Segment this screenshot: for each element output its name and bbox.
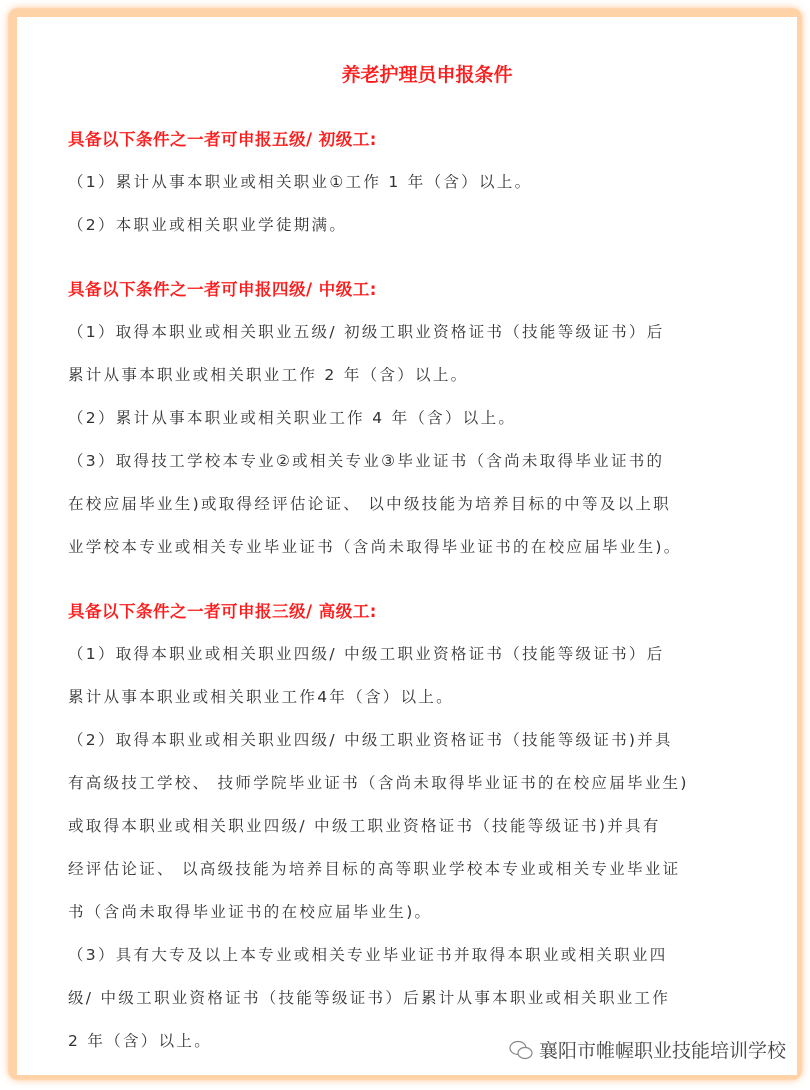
condition-line: （3）具有大专及以上本专业或相关专业毕业证书并取得本职业或相关职业四 <box>68 946 668 964</box>
section-heading: 具备以下条件之一者可申报四级/ 中级工: <box>68 280 377 299</box>
condition-line: （1）累计从事本职业或相关职业①工作 1 年（含）以上。 <box>68 173 533 191</box>
wechat-icon <box>509 1040 533 1060</box>
condition-line: （2）累计从事本职业或相关职业工作 4 年（含）以上。 <box>68 409 517 427</box>
condition-line: （2）取得本职业或相关职业四级/ 中级工职业资格证书（技能等级证书)并具 <box>68 731 673 749</box>
condition-line: （2）本职业或相关职业学徒期满。 <box>68 216 348 234</box>
section-heading: 具备以下条件之一者可申报三级/ 高级工: <box>68 602 377 621</box>
document-content <box>68 54 768 1063</box>
condition-line: 2 年（含）以上。 <box>68 1032 212 1050</box>
section-gap <box>68 247 768 268</box>
condition-line: 有高级技工学校、 技师学院毕业证书（含尚未取得毕业证书的在校应届毕业生) <box>68 774 689 792</box>
condition-line: 书（含尚未取得毕业证书的在校应届毕业生)。 <box>68 903 433 921</box>
condition-line: （1）取得本职业或相关职业四级/ 中级工职业资格证书（技能等级证书）后 <box>68 645 665 663</box>
condition-line: （3）取得技工学校本专业②或相关专业③毕业证书（含尚未取得毕业证书的 <box>68 452 665 470</box>
condition-line: 累计从事本职业或相关职业工作4年（含）以上。 <box>68 688 454 706</box>
condition-line: 或取得本职业或相关职业四级/ 中级工职业资格证书（技能等级证书)并具有 <box>68 817 661 835</box>
condition-line: （1）取得本职业或相关职业五级/ 初级工职业资格证书（技能等级证书）后 <box>68 323 665 341</box>
section-heading: 具备以下条件之一者可申报五级/ 初级工: <box>68 130 377 149</box>
condition-line: 业学校本专业或相关专业毕业证书（含尚未取得毕业证书的在校应届毕业生)。 <box>68 538 682 556</box>
condition-line: 在校应届毕业生)或取得经评估论证、 以中级技能为培养目标的中等及以上职 <box>68 495 671 513</box>
condition-line: 级/ 中级工职业资格证书（技能等级证书）后累计从事本职业或相关职业工作 <box>68 989 671 1007</box>
watermark <box>509 1036 786 1063</box>
condition-line: 经评估论证、 以高级技能为培养目标的高等职业学校本专业或相关专业毕业证 <box>68 860 681 878</box>
condition-line: 累计从事本职业或相关职业工作 2 年（含）以上。 <box>68 366 469 384</box>
page-title: 养老护理员申报条件 <box>341 64 513 86</box>
watermark-text: 襄阳市帷幄职业技能培训学校 <box>538 1040 786 1062</box>
section-gap <box>68 569 768 590</box>
